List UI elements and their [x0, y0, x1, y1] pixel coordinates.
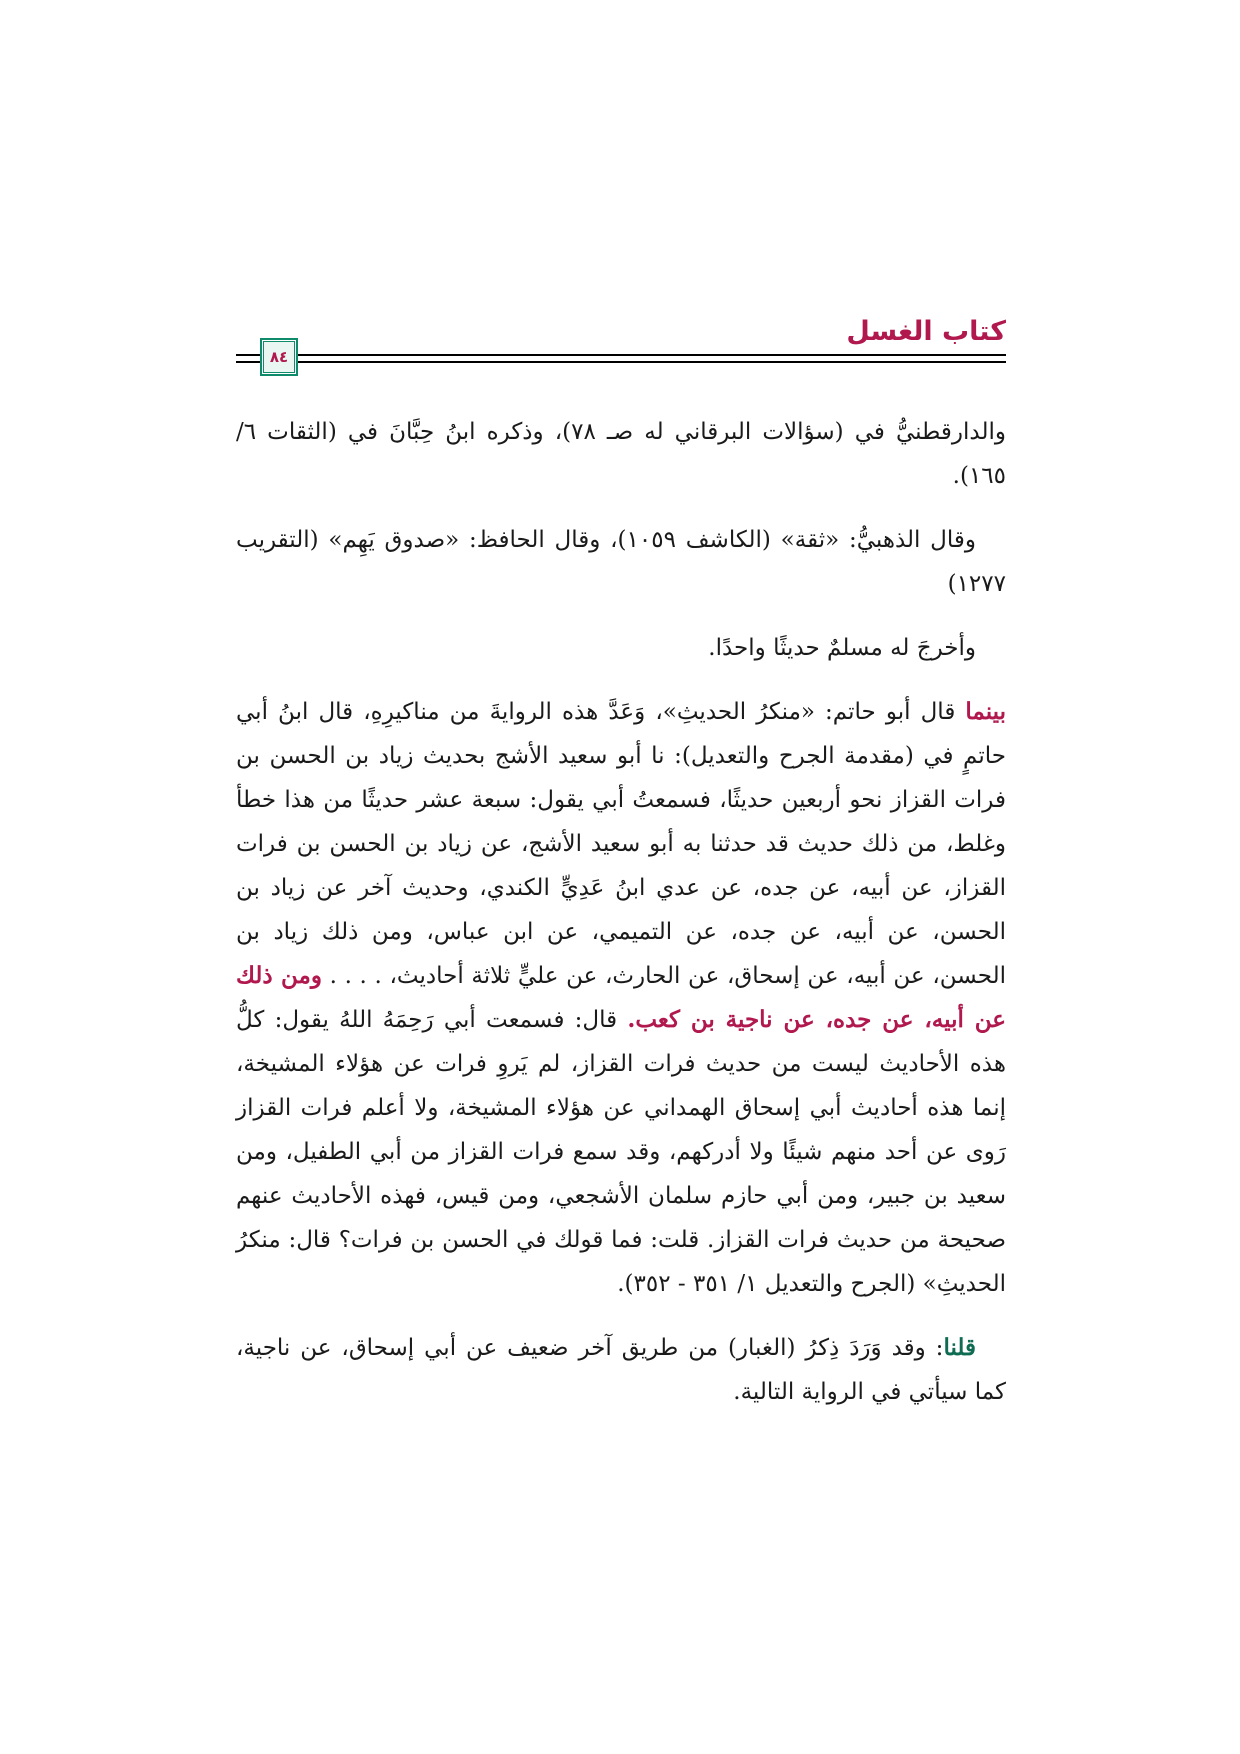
paragraph-2: وقال الذهبيُّ: «ثقة» (الكاشف ١٠٥٩)، وقال الحافظ: «صدوق يَهِم» (التقريب ١٢٧٧)	[236, 527, 1006, 597]
paragraph-3: وأخرجَ له مسلمٌ حديثًا واحدًا.	[708, 635, 976, 661]
page-number-frame	[260, 338, 298, 376]
header-rule-bottom	[298, 361, 1006, 363]
chapter-title: كتاب الغسل	[846, 316, 1006, 347]
paragraph-4	[236, 690, 1006, 1306]
header-rule-left-top	[236, 354, 260, 356]
page-body	[236, 410, 1006, 1434]
paragraph-4-text-b: قال: فسمعت أبي رَحِمَهُ اللهُ يقول: كلُّ هذه الأحاديث ليست من حديث فرات القزاز، لم يَروِ فرات عن هؤلاء المشيخة، إنما هذه أحاديث أبي إسحاق الهمداني عن هؤلاء المشيخة، ولا أعلم فرات القزاز رَوى عن أحد منهم شيئًا ولا أدركهم، وقد سمع فرات القزاز من أبي الطفيل، ومن سعيد بن جبير، ومن أبي حازم سلمان الأشجعي، ومن قيس، فهذه الأحاديث عنهم صحيحة من حديث فرات القزاز. قلت: فما قولك في الحسن بن فرات؟ قال: منكرُ الحديثِ» (الجرح والتعديل ١/ ٣٥١ - ٣٥٢).	[236, 1007, 1006, 1297]
paragraph-5-text: : وقد وَرَدَ ذِكرُ (الغبار) من طريق آخر ضعيف عن أبي إسحاق، عن ناجية، كما سيأتي في الرواية التالية.	[236, 1335, 1006, 1405]
page-header	[236, 314, 1006, 394]
header-rule-top	[298, 354, 1006, 356]
page-number: ٨٤	[263, 341, 295, 373]
paragraph-4-lead-word: بينما	[965, 698, 1007, 725]
paragraph-4-text-a: قال أبو حاتم: «منكرُ الحديثِ»، وَعَدَّ هذه الروايةَ من مناكيرِهِ، قال ابنُ أبي حاتمٍ في (مقدمة الجرح والتعديل): نا أبو سعيد الأشج بحديث زياد بن الحسن بن فرات القزاز نحو أربعين حديثًا، فسمعتُ أبي يقول: سبعة عشر حديثًا من هذا خطأ وغلط، من ذلك حديث قد حدثنا به أبو سعيد الأشج، عن زياد بن الحسن بن فرات القزاز، عن أبيه، عن جده، عن عدي ابنُ عَدِيٍّ الكندي، وحديث آخر عن زياد بن الحسن، عن أبيه، عن جده، عن التميمي، عن ابن عباس، ومن ذلك زياد بن الحسن، عن أبيه، عن إسحاق، عن الحارث، عن عليٍّ ثلاثة أحاديث، . . . .	[236, 699, 1007, 989]
paragraph-1: والدارقطنيُّ في (سؤالات البرقاني له صـ ٧٨)، وذكره ابنُ حِبَّانَ في (الثقات ٦/ ١٦٥).	[236, 419, 1006, 489]
paragraph-4-highlight: ومن ذلك عن أبيه، عن جده، عن ناجية بن كعب.	[236, 962, 1006, 1033]
header-rule-left-bottom	[236, 361, 260, 363]
paragraph-5-lead-word: قلنا	[943, 1334, 976, 1361]
paragraph-5	[236, 1326, 1006, 1414]
